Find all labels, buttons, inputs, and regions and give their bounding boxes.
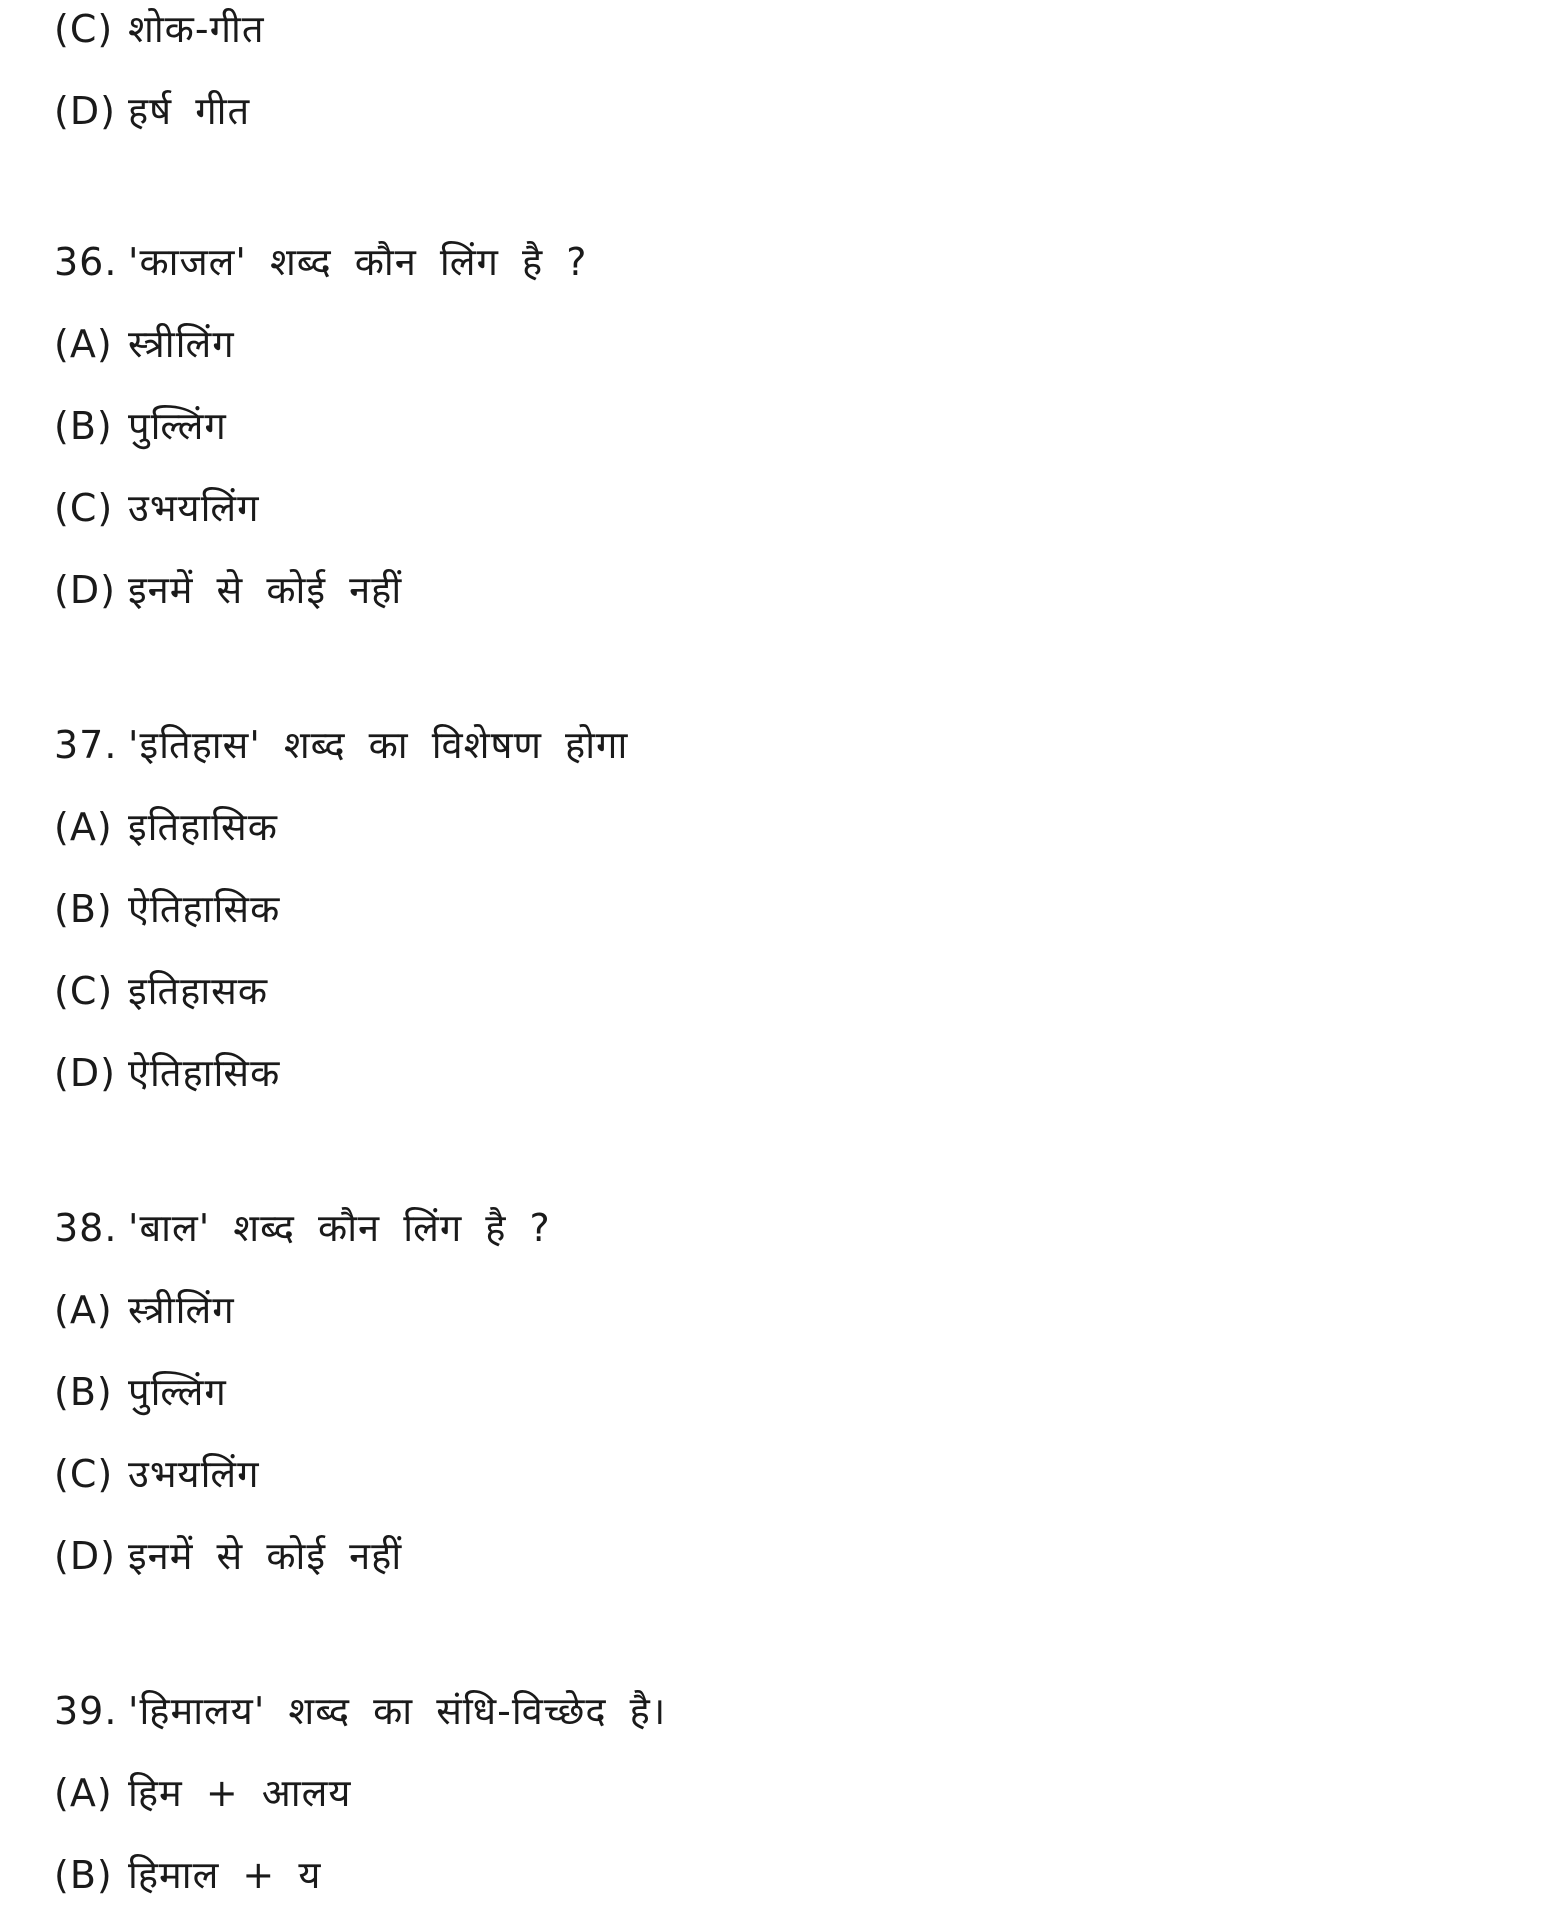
- q36-option-b: [54, 401, 227, 451]
- option-label: (C): [54, 486, 114, 530]
- option-text: इनमें से कोई नहीं: [128, 1534, 403, 1578]
- option-text: हर्ष गीत: [128, 89, 251, 133]
- question-text: 'बाल' शब्द कौन लिंग है ?: [128, 1206, 551, 1250]
- question-number: 36.: [54, 240, 118, 284]
- option-label: (D): [54, 1051, 116, 1095]
- q37-option-a: [54, 802, 278, 852]
- option-label: (D): [54, 89, 116, 133]
- option-text: पुल्लिंग: [128, 1370, 227, 1414]
- q35-option-d: [54, 86, 250, 136]
- q39-option-a: [54, 1768, 351, 1818]
- question-text: 'हिमालय' शब्द का संधि-विच्छेद है।: [128, 1689, 667, 1733]
- option-label: (A): [54, 805, 113, 849]
- q36-option-c: [54, 483, 260, 533]
- option-label: (A): [54, 322, 113, 366]
- option-label: (C): [54, 969, 114, 1013]
- q38-option-d: [54, 1531, 402, 1581]
- q37-option-b: [54, 884, 280, 934]
- option-label: (B): [54, 404, 113, 448]
- q38-option-b: [54, 1367, 227, 1417]
- option-label: (D): [54, 1534, 116, 1578]
- q36-option-a: [54, 319, 235, 369]
- option-label: (B): [54, 887, 113, 931]
- option-text: ऐतिहासिक: [128, 1051, 281, 1095]
- question-text: 'इतिहास' शब्द का विशेषण होगा: [128, 723, 629, 767]
- option-label: (B): [54, 1370, 113, 1414]
- q38-option-a: [54, 1285, 235, 1335]
- option-label: (D): [54, 568, 116, 612]
- q39-option-b: [54, 1850, 321, 1900]
- question-38: [54, 1203, 551, 1253]
- option-text: उभयलिंग: [128, 486, 260, 530]
- q37-option-c: [54, 966, 268, 1016]
- question-number: 38.: [54, 1206, 118, 1250]
- option-text: पुल्लिंग: [128, 404, 227, 448]
- option-text: हिमाल + य: [128, 1853, 322, 1897]
- q36-option-d: [54, 565, 402, 615]
- option-label: (A): [54, 1771, 113, 1815]
- option-text: इतिहासक: [128, 969, 269, 1013]
- option-label: (B): [54, 1853, 113, 1897]
- option-text: इतिहासिक: [128, 805, 278, 849]
- option-text: इनमें से कोई नहीं: [128, 568, 403, 612]
- q38-option-c: [54, 1449, 260, 1499]
- question-36: [54, 237, 587, 287]
- option-label: (C): [54, 1452, 114, 1496]
- q35-option-c: [54, 4, 264, 54]
- option-text: स्त्रीलिंग: [128, 322, 235, 366]
- q37-option-d: [54, 1048, 280, 1098]
- option-text: हिम + आलय: [128, 1771, 352, 1815]
- question-text: 'काजल' शब्द कौन लिंग है ?: [128, 240, 588, 284]
- question-37: [54, 720, 628, 770]
- option-text: ऐतिहासिक: [128, 887, 281, 931]
- option-text: उभयलिंग: [128, 1452, 260, 1496]
- option-label: (A): [54, 1288, 113, 1332]
- question-number: 37.: [54, 723, 118, 767]
- question-39: [54, 1686, 666, 1736]
- option-label: (C): [54, 7, 114, 51]
- question-number: 39.: [54, 1689, 118, 1733]
- option-text: शोक-गीत: [128, 7, 265, 51]
- option-text: स्त्रीलिंग: [128, 1288, 235, 1332]
